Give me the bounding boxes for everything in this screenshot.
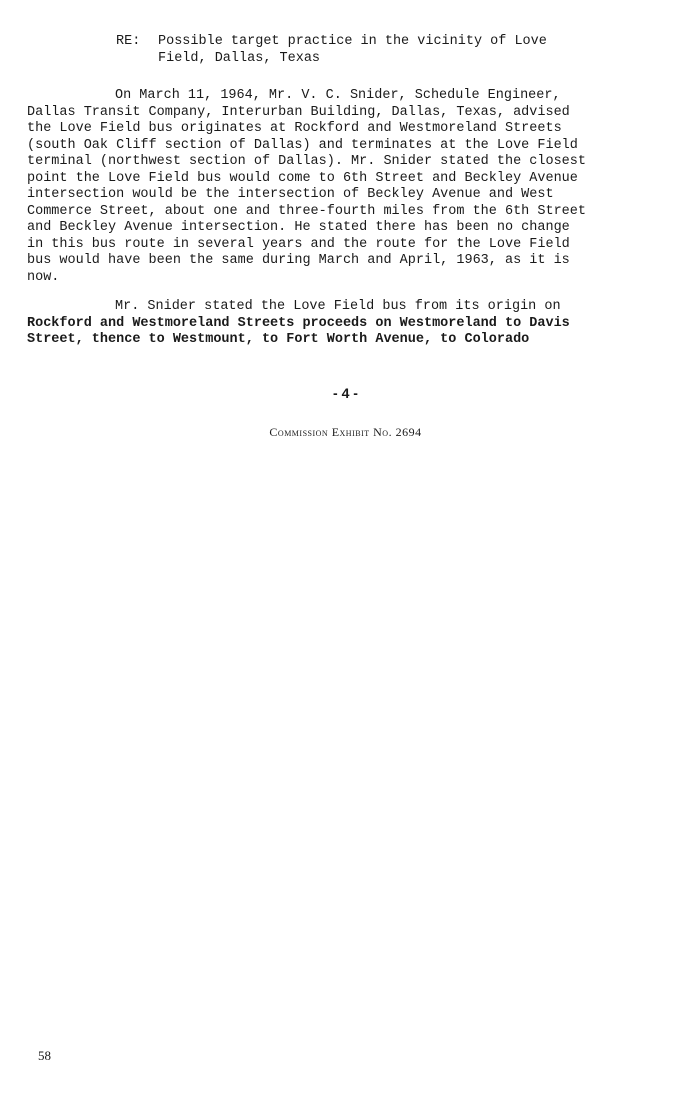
paragraph-line: and Beckley Avenue intersection. He stated there has been no change (27, 220, 570, 235)
paragraph-2 (27, 299, 647, 349)
subject-line: Field, Dallas, Texas (158, 51, 321, 66)
paragraph-line: now. (27, 269, 60, 285)
page-number: - 4 - (333, 385, 358, 401)
paragraph-line: bus would have been the same during March and April, 1963, as it is (27, 253, 570, 268)
subject-line: Possible target practice in the vicinity of Love (158, 34, 547, 49)
paragraph-line: (south Oak Cliff section of Dallas) and terminates at the Love Field (27, 137, 578, 153)
paragraph-line: Commerce Street, about one and three-fourth miles from the 6th Street (27, 203, 586, 219)
paragraph-line: Mr. Snider stated the Love Field bus from its origin on (115, 299, 561, 314)
subject-label: RE: (116, 34, 141, 49)
paragraph-line: intersection would be the intersection of Beckley Avenue and West (27, 187, 554, 202)
paragraph-line: the Love Field bus originates at Rockford and Westmoreland Streets (27, 121, 562, 136)
paragraph-line: terminal (northwest section of Dallas). Mr. Snider stated the closest (27, 154, 586, 169)
paragraph-line: On March 11, 1964, Mr. V. C. Snider, Schedule Engineer, (115, 88, 561, 103)
exhibit-label: Commission Exhibit No. 2694 (269, 425, 422, 439)
paragraph-line: Rockford and Westmoreland Streets proceeds on Westmoreland to Davis (27, 315, 570, 331)
paragraph-line: Street, thence to Westmount, to Fort Worth Avenue, to Colorado (27, 332, 530, 347)
folio-number: 58 (38, 1048, 51, 1063)
paragraph-line: Dallas Transit Company, Interurban Building, Dallas, Texas, advised (27, 104, 570, 120)
paragraph-1 (27, 88, 647, 286)
paragraph-line: point the Love Field bus would come to 6th Street and Beckley Avenue (27, 170, 578, 186)
subject-text (158, 33, 618, 67)
paragraph-line: in this bus route in several years and the route for the Love Field (27, 236, 570, 252)
